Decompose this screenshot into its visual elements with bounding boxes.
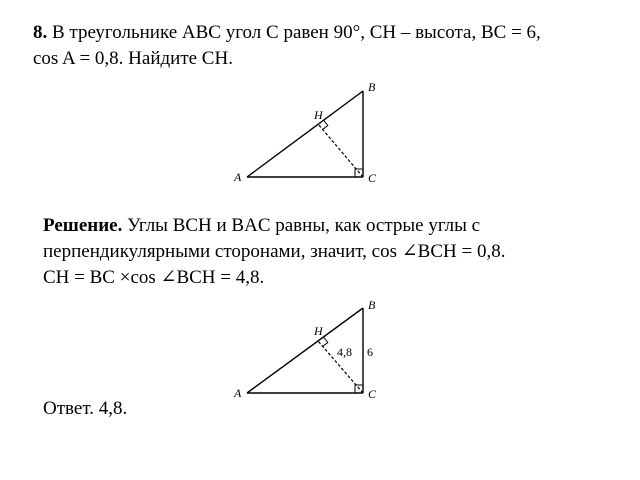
angle-icon-2: ∠ [160, 267, 177, 288]
solution-text-2a: перпендикулярными сторонами, значит, cos [43, 241, 402, 262]
problem-number: 8. [33, 22, 48, 43]
vertex-label-c-2: C [368, 387, 377, 401]
triangle-figure-2 [225, 295, 385, 405]
side-ab [247, 91, 363, 177]
problem-text-2: cos A = 0,8. Найдите CH. [33, 48, 233, 69]
solution-text-3c: BCH = 4,8. [176, 267, 265, 288]
problem-line-2 [33, 48, 233, 70]
problem-line-1 [33, 22, 541, 44]
solution-line-1 [43, 215, 480, 237]
vertex-label-a-2: A [234, 386, 242, 400]
vertex-label-h-2: H [314, 324, 323, 338]
solution-line-3 [43, 267, 264, 289]
angle-icon: ∠ [401, 241, 418, 262]
solution-head: Решение. [43, 215, 123, 236]
vertex-label-a: A [234, 170, 242, 184]
vertex-label-b: B [368, 80, 376, 94]
problem-text-1: В треугольнике ABC угол C равен 90°, CH – высота, BC = 6, [52, 22, 541, 43]
vertex-label-c: C [368, 171, 377, 185]
solution-text-3a: CH = BC [43, 267, 120, 288]
answer-line [43, 398, 127, 420]
solution-text-1: Углы BCH и BAC равны, как острые углы с [127, 215, 481, 236]
value-bc: 6 [367, 345, 373, 359]
answer-text: Ответ. 4,8. [43, 398, 128, 419]
solution-text-2b: BCH = 0,8. [417, 241, 506, 262]
times-icon: × [119, 267, 131, 288]
solution-line-2 [43, 241, 505, 263]
solution-text-3b: cos [130, 267, 161, 288]
vertex-label-h: H [314, 108, 323, 122]
value-ch: 4,8 [337, 345, 352, 359]
vertex-label-b-2: B [368, 298, 376, 312]
right-angle-mark-h-2 [322, 337, 328, 347]
triangle-figure-1 [225, 78, 385, 188]
